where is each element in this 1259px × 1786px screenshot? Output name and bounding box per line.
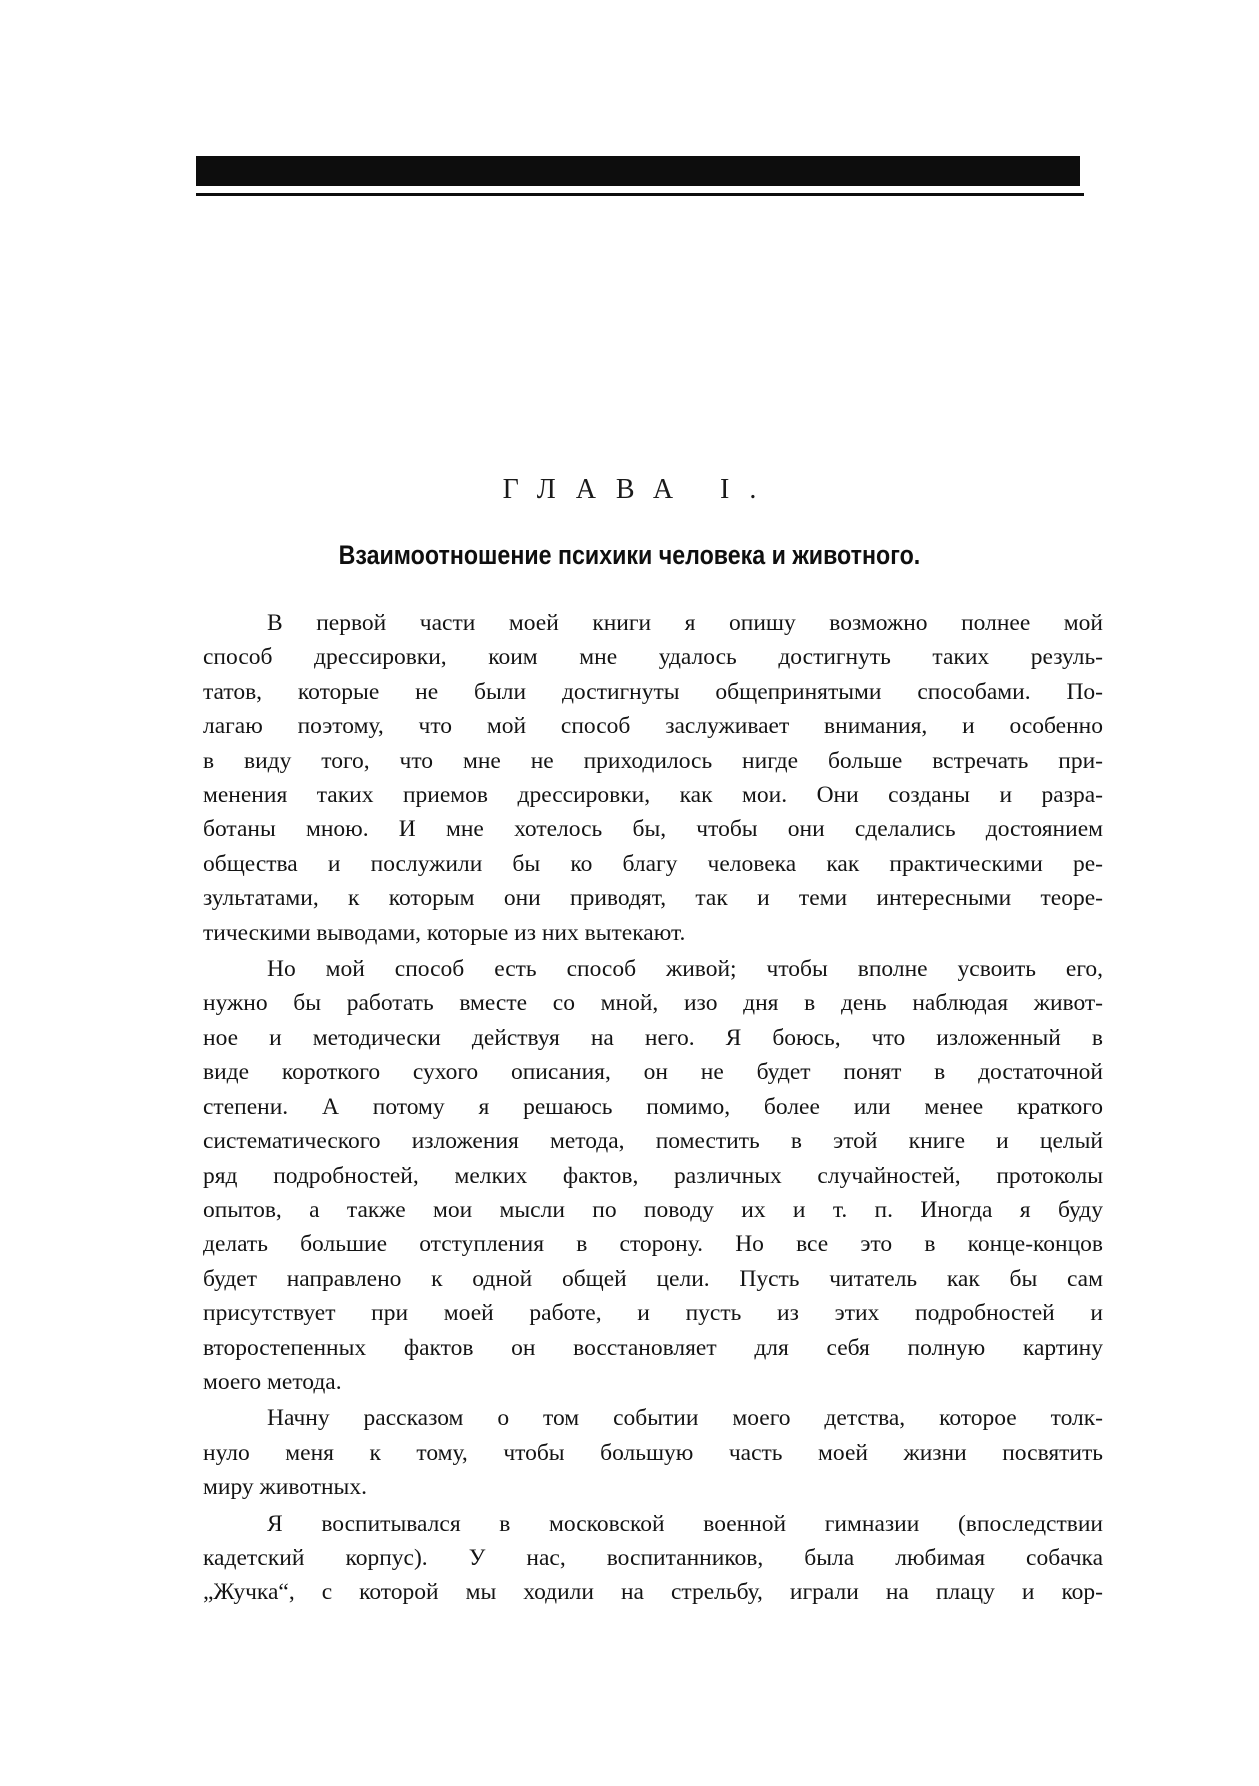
text-line: делать большие отступления в сторону. Но все это в конце-концов (203, 1231, 1103, 1258)
text-line: степени. А потому я решаюсь помимо, более или менее краткого (203, 1093, 1103, 1120)
chapter-heading: Взаимоотношение психики человека и животного. (338, 540, 921, 570)
paragraph (203, 1507, 1103, 1610)
text-line: В первой части моей книги я опишу возможно полнее мой (267, 610, 1103, 636)
text-line: ное и методически действуя на него. Я боюсь, что изложенный в (203, 1024, 1103, 1051)
text-line: зультатами, к которым они приводят, так и теми интересными теоре- (203, 885, 1103, 912)
text-line: татов, которые не были достигнуты общепринятыми способами. По- (203, 678, 1103, 705)
text-line: лагаю поэтому, что мой способ заслуживает внимания, и особенно (203, 713, 1103, 740)
text-line: тическими выводами, которые из них вытекают. (203, 919, 686, 946)
paragraph (203, 1401, 1103, 1504)
text-line: общества и послужили бы ко благу человека как практическими ре- (203, 850, 1103, 877)
text-line: нуло меня к тому, чтобы большую часть моей жизни посвятить (203, 1439, 1103, 1466)
text-line: нужно бы работать вместе со мной, изо дня в день наблюдая живот- (203, 990, 1103, 1017)
text-line: менения таких приемов дрессировки, как мои. Они созданы и разра- (203, 782, 1103, 809)
text-line: в виду того, что мне не приходилось нигде больше встречать при- (203, 747, 1103, 774)
text-line: кадетский корпус). У нас, воспитанников, была любимая собачка (203, 1544, 1103, 1571)
text-line: опытов, а также мои мысли по поводу их и т. п. Иногда я буду (203, 1196, 1103, 1223)
text-line: ботаны мною. И мне хотелось бы, чтобы они сделались достоянием (203, 816, 1103, 843)
text-line: систематического изложения метода, поместить в этой книге и целый (203, 1128, 1103, 1155)
text-line: Начну рассказом о том событии моего детства, которое толк- (267, 1405, 1103, 1432)
text-line: миру животных. (203, 1474, 367, 1501)
chapter-title: ГЛАВА I. (502, 474, 777, 505)
text-line: виде короткого сухого описания, он не будет понят в достаточной (203, 1059, 1103, 1086)
paragraph (203, 952, 1103, 1399)
text-line: Но мой способ есть способ живой; чтобы вполне усвоить его, (267, 956, 1103, 983)
body-text (203, 606, 1103, 1610)
text-line: присутствует при моей работе, и пусть из этих подробностей и (203, 1300, 1103, 1327)
text-line: второстепенных фактов он восстановляет для себя полную картину (203, 1334, 1103, 1361)
top-thick-rule (196, 156, 1080, 186)
text-line: ряд подробностей, мелких фактов, различных случайностей, протоколы (203, 1162, 1103, 1189)
text-line: моего метода. (203, 1368, 342, 1395)
text-line: способ дрессировки, коим мне удалось достигнуть таких резуль- (203, 644, 1103, 671)
text-line: „Жучка“, с которой мы ходили на стрельбу, играли на плацу и кор- (203, 1579, 1103, 1606)
text-line: будет направлено к одной общей цели. Пусть читатель как бы сам (203, 1265, 1103, 1292)
top-thin-rule (196, 193, 1084, 196)
paragraph (203, 606, 1103, 950)
text-line: Я воспитывался в московской военной гимназии (впоследствии (267, 1510, 1103, 1537)
